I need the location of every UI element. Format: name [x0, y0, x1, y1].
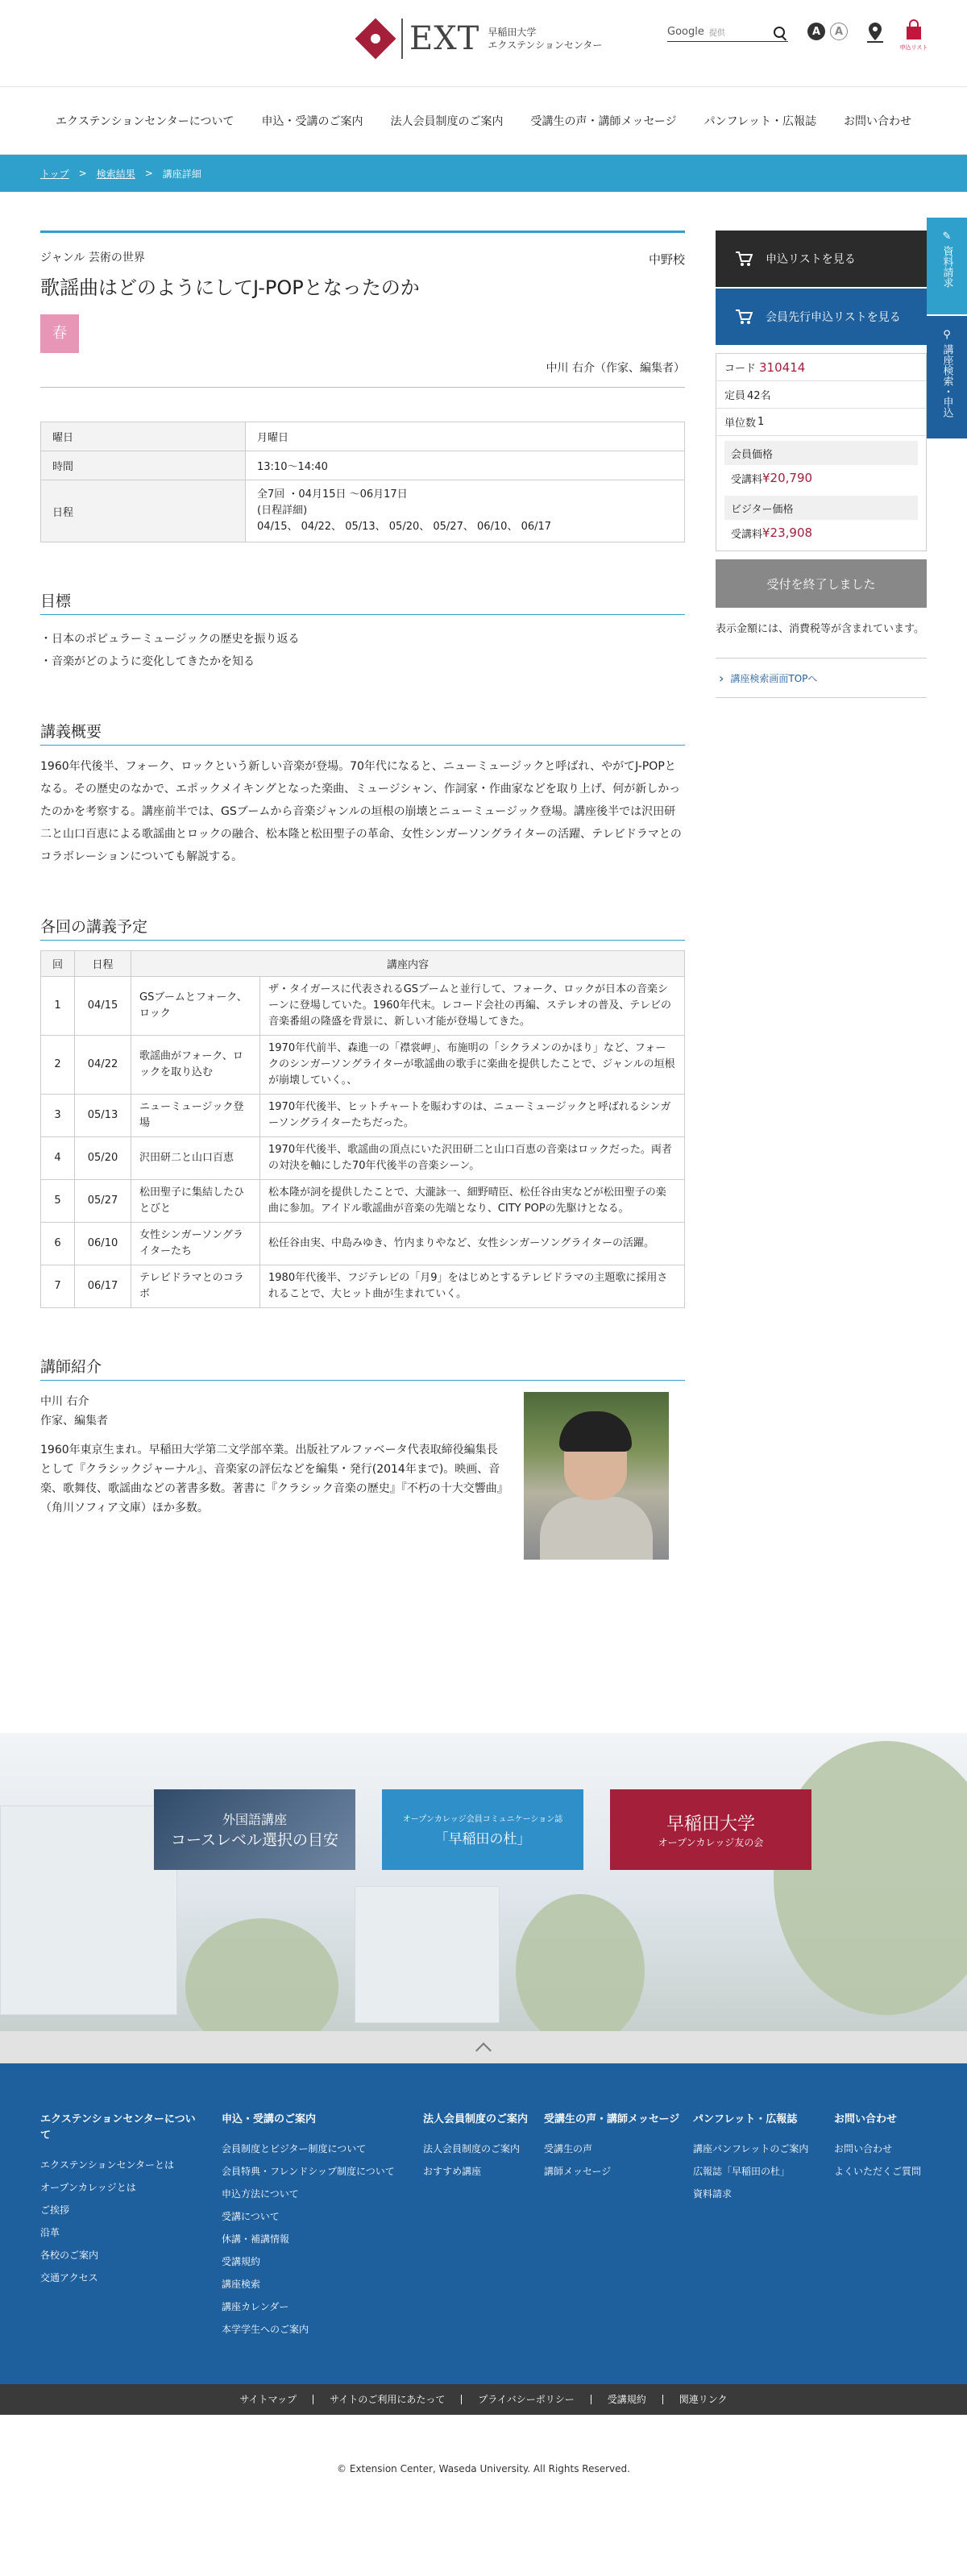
footer-bar — [0, 2384, 967, 2415]
schedule-desc: ザ・タイガースに代表されるGSブームと並行して、フォーク、ロックが日本の音楽シーンに登場していた。1960年代末。レコード会社の再編、ステレオの普及、テレビの音楽番組の隆盛を背景に、新しい才能が登場してきた。 — [260, 977, 685, 1036]
nav-about[interactable]: エクステンションセンターについて — [56, 114, 234, 128]
footer-link[interactable]: 申込方法について — [222, 2188, 299, 2200]
footer-column-title[interactable]: エクステンションセンターについて — [40, 2113, 196, 2142]
goals-list — [40, 628, 685, 673]
footer-link[interactable]: よくいただくご質問 — [834, 2166, 922, 2177]
course-lecturer: 中川 右介（作家、編集者） — [546, 362, 685, 375]
schedule-topic: テレビドラマとのコラボ — [131, 1265, 260, 1308]
cart-label: 申込リスト — [899, 44, 928, 51]
course-campus: 中野校 — [648, 252, 685, 267]
footer-link[interactable]: 交通アクセス — [40, 2272, 98, 2283]
banner-language-course[interactable]: 外国語講座 コースレベル選択の目安 — [154, 1789, 355, 1870]
chevron-up-icon — [475, 2042, 492, 2059]
nav-pamphlet[interactable]: パンフレット・広報誌 — [703, 114, 816, 128]
course-capacity: 42名 — [747, 390, 771, 402]
footer-link[interactable]: エクステンションセンターとは — [40, 2159, 175, 2171]
footer-column-title[interactable]: 申込・受講のご案内 — [222, 2113, 317, 2125]
schedule-date: 05/20 — [75, 1137, 131, 1180]
course-detail — [40, 231, 685, 1569]
footer-link-terms-of-use[interactable]: サイトのご利用にあたって — [313, 2395, 462, 2404]
schedule-topic: 歌謡曲がフォーク、ロックを取り込む — [131, 1036, 260, 1095]
schedule-topic: ニューミュージック登場 — [131, 1095, 260, 1137]
visitor-fee: ¥23,908 — [762, 526, 813, 540]
footer-link[interactable]: 受講について — [222, 2211, 280, 2222]
schedule-no: 4 — [41, 1137, 75, 1180]
course-code: 310414 — [759, 359, 806, 375]
table-row — [41, 1095, 685, 1137]
cart-icon — [735, 251, 753, 267]
instructor-role: 作家、編集者 — [40, 1415, 108, 1427]
logo-ext-text: EXT — [409, 20, 480, 57]
search-input[interactable]: 提供 — [708, 29, 725, 38]
footer-link[interactable]: 広報誌「早稲田の杜」 — [693, 2166, 791, 2177]
footer-link[interactable]: 講座検索 — [222, 2279, 261, 2290]
footer-link-agreement[interactable]: 受講規約 — [591, 2395, 663, 2404]
section-title-overview: 講義概要 — [40, 720, 685, 746]
footer-column-title[interactable]: 法人会員制度のご案内 — [423, 2113, 529, 2125]
schedule-no: 1 — [41, 977, 75, 1036]
schedule-no: 5 — [41, 1180, 75, 1223]
list-item: ・音楽がどのように変化してきたかを知る — [40, 655, 255, 668]
schedule-no: 6 — [41, 1223, 75, 1265]
instructor-name: 中川 右介 — [40, 1395, 89, 1408]
font-size-large-button[interactable]: A — [807, 23, 825, 40]
course-units: 1 — [757, 416, 765, 428]
footer-link-related[interactable]: 関連リンク — [679, 2394, 728, 2405]
search-icon: ⚲ — [943, 329, 951, 341]
footer-link[interactable]: 受講生の声 — [544, 2143, 593, 2154]
table-header-row: 回 日程 講座内容 — [41, 951, 685, 977]
copyright: © Extension Center, Waseda University. All Rights Reserved. — [337, 2463, 630, 2474]
footer-column — [544, 2112, 681, 2186]
schedule-date: 06/10 — [75, 1223, 131, 1265]
back-to-search-link[interactable]: › 講座検索画面TOPへ — [716, 658, 927, 698]
map-pin-icon[interactable] — [865, 21, 885, 44]
footer-link[interactable]: 会員特典・フレンドシップ制度について — [222, 2166, 395, 2177]
course-info-table — [40, 422, 685, 542]
schedule-date: 05/27 — [75, 1180, 131, 1223]
instructor-bio: 1960年東京生まれ。早稲田大学第二文学部卒業。出版社アルファベータ代表取締役編集長として『クラシックジャーナル』、音楽家の評伝などを編集・発行(2014年まで)。映画、音楽、歌舞伎、歌謡曲などの著書多数。著書に『クラシック音楽の歴史』『不朽の十大交響曲』（角川ソフィア文庫）ほか多数。 — [40, 1444, 503, 1514]
table-row — [41, 1180, 685, 1223]
banner-area — [0, 1733, 967, 2031]
overview-text: 1960年代後半、フォーク、ロックという新しい音楽が登場。70年代になると、ニューミュージックと呼ばれ、やがてJ-POPとなる。その歴史のなかで、エポックメイキングとなった楽曲、ミュージシャン、作詞家・作曲家などを取り上げ、何が新しかったのかを考察する。講座前半では、GSブームから音楽ジャンルの垣根の崩壊とニューミュージック登場。講座後半では沢田研二と山口百恵による歌謡曲とロックの融合、松本隆と松田聖子の革命、女性シンガーソングライターの活躍、テレビドラマとのコラボレーションについても解説する。 — [40, 760, 682, 863]
cart-button[interactable] — [899, 19, 928, 52]
table-row — [41, 1223, 685, 1265]
footer-column-title[interactable]: 受講生の声・講師メッセージ — [544, 2113, 680, 2125]
cart-icon — [735, 309, 753, 325]
footer-column-title[interactable]: パンフレット・広報誌 — [693, 2113, 798, 2125]
footer-column-title[interactable]: お問い合わせ — [834, 2113, 898, 2125]
schedule-topic: 松田聖子に集結したひとびと — [131, 1180, 260, 1223]
footer-link-privacy[interactable]: プライバシーポリシー — [462, 2395, 591, 2404]
table-row — [41, 1036, 685, 1095]
schedule-desc: 1970年代後半、ヒットチャートを賑わすのは、ニューミュージックと呼ばれるシンガーソングライターたちだった。 — [260, 1095, 685, 1137]
breadcrumb-current: 講座詳細 — [162, 168, 201, 180]
schedule-desc: 1970年代前半、森進一の「襟裳岬」、布施明の「シクラメンのかほり」など、フォークのシンガーソングライターが歌謡曲の歌手に楽曲を提供したことで、ジャンルの垣根が崩壊していく。、 — [260, 1036, 685, 1095]
search-brand: Google — [667, 26, 704, 38]
course-header — [40, 231, 685, 388]
bag-icon — [905, 19, 923, 40]
view-list-button[interactable]: 申込リストを見る — [716, 231, 927, 287]
footer-link[interactable]: 休講・補講情報 — [222, 2233, 290, 2245]
member-fee: ¥20,790 — [762, 471, 813, 485]
footer-link[interactable]: オープンカレッジとは — [40, 2182, 136, 2193]
footer-link[interactable]: 各校のご案内 — [40, 2250, 99, 2261]
section-title-instructor: 講師紹介 — [40, 1355, 685, 1381]
course-search-tab[interactable]: ⚲ 講座検索・申込 — [927, 316, 967, 438]
footer-link[interactable]: 会員制度とビジター制度について — [222, 2143, 367, 2154]
site-search[interactable] — [667, 23, 788, 42]
section-title-goals: 目標 — [40, 589, 685, 615]
table-row: 時間 13:10～14:40 — [41, 451, 685, 480]
footer-link[interactable]: ご挨拶 — [40, 2204, 70, 2216]
list-item: ・日本のポピュラーミュージックの歴史を振り返る — [40, 633, 300, 646]
schedule-table — [40, 950, 685, 1308]
footer-link[interactable]: おすすめ講座 — [423, 2166, 482, 2177]
footer-column — [40, 2112, 201, 2292]
banner-magazine[interactable]: オープンカレッジ会員コミュニケーション誌 「早稲田の杜」 — [382, 1789, 583, 1870]
font-size-small-button[interactable]: A — [830, 23, 848, 40]
footer-link[interactable]: 資料請求 — [693, 2188, 733, 2200]
page-top-button[interactable] — [0, 2031, 967, 2063]
schedule-date: 04/15 — [75, 977, 131, 1036]
table-row: 日程 全7回 ・04月15日 ～06月17日 (日程詳細) 04/15、 04/22、 05/13、 05/20、 05/27、 06/10、 06/17 — [41, 480, 685, 542]
footer-link-sitemap[interactable]: サイトマップ — [223, 2395, 313, 2404]
schedule-no: 3 — [41, 1095, 75, 1137]
table-row — [41, 1265, 685, 1308]
table-row: 曜日 月曜日 — [41, 422, 685, 451]
footer-link[interactable]: 本学学生へのご案内 — [222, 2324, 309, 2335]
logo-subtitle: 早稲田大学 エクステンションセンター — [488, 27, 603, 51]
schedule-desc: 松任谷由実、中島みゆき、竹内まりやなど、女性シンガーソングライターの活躍。 — [260, 1223, 685, 1265]
footer-link[interactable]: 講座カレンダー — [222, 2301, 289, 2312]
footer-column — [423, 2112, 532, 2186]
registration-closed-button[interactable]: 受付を終了しました — [716, 559, 927, 608]
schedule-desc: 松本隆が詞を提供したことで、大瀧詠一、細野晴臣、松任谷由実などが松田聖子の楽曲に参加。アイドル歌謡曲が音楽の先端となり、CITY POPの先駆けとなる。 — [260, 1180, 685, 1223]
footer-link[interactable]: お問い合わせ — [834, 2143, 893, 2154]
season-badge: 春 — [40, 314, 79, 353]
schedule-topic: GSブームとフォーク、ロック — [131, 977, 260, 1036]
search-icon[interactable] — [774, 27, 785, 38]
schedule-date: 04/22 — [75, 1036, 131, 1095]
table-row — [41, 977, 685, 1036]
global-nav — [0, 87, 967, 155]
breadcrumb: トップ > 検索結果 > 講座詳細 — [0, 155, 967, 192]
nav-corporate[interactable]: 法人会員制度のご案内 — [390, 114, 504, 128]
breadcrumb-search[interactable]: 検索結果 — [96, 168, 135, 180]
section-title-schedule: 各回の講義予定 — [40, 915, 685, 941]
footer-column — [834, 2112, 931, 2186]
site-logo[interactable] — [355, 18, 602, 60]
site-header — [0, 0, 967, 87]
footer-link[interactable]: 沿革 — [40, 2227, 60, 2238]
schedule-no: 7 — [41, 1265, 75, 1308]
sidebar — [716, 231, 927, 698]
instructor-photo — [524, 1392, 669, 1560]
nav-contact[interactable]: お問い合わせ — [843, 114, 911, 128]
table-row — [41, 1137, 685, 1180]
nav-voices[interactable]: 受講生の声・講師メッセージ — [530, 114, 677, 128]
instructor-profile — [40, 1392, 685, 1569]
schedule-topic: 女性シンガーソングライターたち — [131, 1223, 260, 1265]
schedule-desc: 1980年代後半、フジテレビの「月9」をはじめとするテレビドラマの主題歌に採用されることで、大ヒット曲が生まれていく。 — [260, 1265, 685, 1308]
request-docs-tab[interactable]: ✎ 資料請求 — [927, 218, 967, 314]
schedule-date: 05/13 — [75, 1095, 131, 1137]
footer-column — [693, 2112, 814, 2208]
footer-link[interactable]: 講座パンフレットのご案内 — [693, 2143, 809, 2154]
schedule-date: 06/17 — [75, 1265, 131, 1308]
site-footer — [0, 2063, 967, 2384]
tax-note: 表示金額には、消費税等が含まれています。 — [716, 623, 924, 635]
footer-link[interactable]: 受講規約 — [222, 2256, 261, 2267]
breadcrumb-home[interactable]: トップ — [40, 168, 69, 180]
page-title: 歌謡曲はどのようにしてJ-POPとなったのか — [40, 276, 420, 299]
footer-link[interactable]: 講師メッセージ — [544, 2166, 612, 2177]
schedule-no: 2 — [41, 1036, 75, 1095]
footer-column — [222, 2112, 407, 2344]
waseda-emblem-icon — [355, 18, 396, 60]
document-icon: ✎ — [942, 231, 952, 243]
course-price-box: コード 310414 定員 42名 単位数 1 会員価格 受講料 ¥20,790 ビジター価格 受講料 ¥23,908 — [716, 353, 927, 551]
schedule-detail-link[interactable]: (日程詳細) — [257, 505, 308, 517]
course-genre: ジャンル 芸術の世界 — [40, 251, 145, 264]
view-member-list-button[interactable]: 会員先行申込リストを見る — [716, 289, 927, 345]
schedule-topic: 沢田研二と山口百恵 — [131, 1137, 260, 1180]
schedule-desc: 1970年代後半、歌謡曲の頂点にいた沢田研二と山口百恵の音楽はロックだった。両者の対決を軸にした70年代後半の音楽シーン。 — [260, 1137, 685, 1180]
nav-apply-guide[interactable]: 申込・受講のご案内 — [261, 114, 363, 128]
footer-link[interactable]: 法人会員制度のご案内 — [423, 2143, 521, 2154]
banner-friends-club[interactable]: 早稲田大学 オープンカレッジ友の会 — [610, 1789, 811, 1870]
